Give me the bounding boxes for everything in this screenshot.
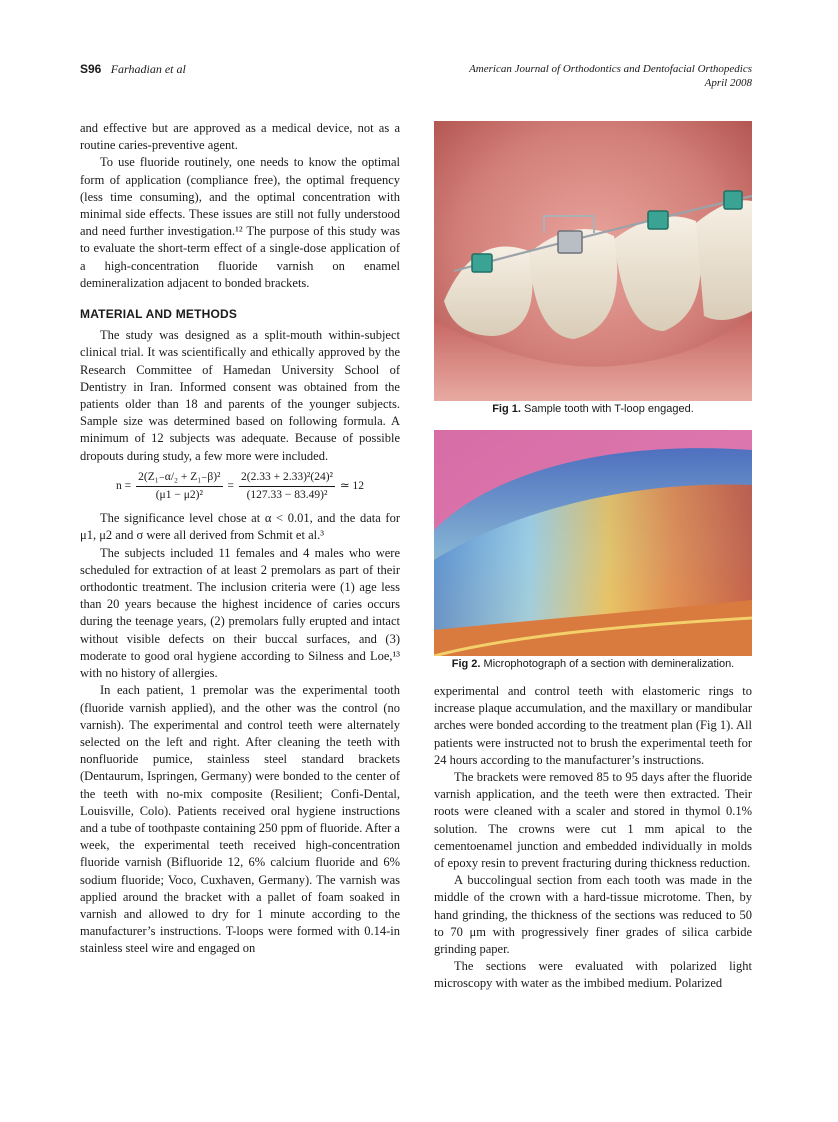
right-column: [434, 683, 752, 993]
figure-label: Fig 2.: [451, 658, 481, 670]
page-number: S96: [80, 62, 102, 76]
formula-numerator: 2(Z₁₋α/₂ + Z₁₋β)²: [136, 469, 222, 487]
figure-2-photo: [434, 430, 752, 656]
paragraph: To use fluoride routinely, one needs to know the optimal form of application (compliance free), the optimal frequency (less time consuming), and the optimal concentration with minimal side effects. These issues are still not fully understood and need further investigation.¹² The purpose of this study was to evaluate the short-term effect of a single-dose application of a high-concentration fluoride varnish on enamel demineralization adjacent to bonded brackets.: [80, 155, 400, 290]
running-header-right: [469, 62, 752, 90]
demineralization-micrograph: [434, 430, 752, 656]
figure-1-caption: [434, 403, 752, 415]
formula-fraction-values: [239, 469, 335, 504]
formula-lhs: n =: [116, 479, 132, 492]
paragraph: The significance level chose at α < 0.01, and the data for μ1, μ2 and σ were all derived from Schmit et al.³: [80, 511, 400, 543]
paragraph: and effective but are approved as a medical device, not as a routine caries-preventive agent.: [80, 121, 400, 153]
tooth-bracket-photo: [434, 121, 752, 401]
formula-equals: =: [227, 479, 235, 492]
figure-2-caption: [434, 658, 752, 670]
running-author: Farhadian et al: [110, 62, 186, 76]
left-column: [80, 120, 400, 958]
formula-fraction-general: [136, 469, 222, 504]
figure-1-photo: [434, 121, 752, 401]
paragraph: The subjects included 11 females and 4 males who were scheduled for extraction of at least 2 premolars as part of their orthodontic treatment. The inclusion criteria were (1) age less than 20 years because the highest incidence of caries occurs during the teenage years, (2) premolars fully erupted and intact without visible defects on their buccal surfaces, and (3) moderate to good oral hygiene according to Silness and Loe,¹³ with no history of allergies.: [80, 545, 400, 681]
paragraph: A buccolingual section from each tooth was made in the middle of the crown with a hard-tissue microtome. Then, by hand grinding, the thickness of the sections was reduced to 50 to 70 μm with progressively finer grades of silica carbide grinding paper.: [434, 873, 752, 957]
caption-text: Sample tooth with T-loop engaged.: [523, 403, 694, 415]
figure-label: Fig 1.: [492, 403, 521, 415]
paragraph: experimental and control teeth with elastomeric rings to increase plaque accumulation, and the maxillary or mandibular arches were bonded according to the treatment plan (Fig 1). All patients were instructed not to brush the experimental teeth for 24 hours according to the manufacturer’s instructions.: [434, 684, 752, 767]
formula-denominator: (μ1 − μ2)²: [155, 489, 203, 502]
journal-title: American Journal of Orthodontics and Dentofacial Orthopedics: [469, 63, 752, 75]
section-heading: MATERIAL AND METHODS: [80, 307, 238, 322]
paragraph: The study was designed as a split-mouth within-subject clinical trial. It was scientifically and ethically approved by the Research Committee of Hamedan University School of Dentistry in Iran. Informed consent was obtained from the patients older than 18 and parents of the younger subjects. Sample size was determined based on following formula. A minimum of 12 subjects was adequate. Because of possible dropouts during study, a few more were included.: [80, 328, 400, 463]
formula-result: ≃ 12: [339, 479, 364, 492]
paragraph: The brackets were removed 85 to 95 days after the fluoride varnish application, and the teeth were then extracted. Their roots were cleaned with a scaler and stored in thymol 0.1% solution. The crowns were cut 1 mm apical to the cementoenamel junction and embedded individually in molds of epoxy resin to prevent fracturing during thickness reduction.: [434, 770, 752, 871]
sample-size-formula: [80, 469, 400, 504]
issue-date: April 2008: [704, 77, 752, 89]
caption-text: Microphotograph of a section with demineralization.: [483, 658, 735, 670]
formula-numerator: 2(2.33 + 2.33)²(24)²: [239, 469, 335, 487]
formula-denominator: (127.33 − 83.49)²: [246, 489, 328, 502]
paragraph: In each patient, 1 premolar was the experimental tooth (fluoride varnish applied), and the other was the control (no varnish). The experimental and control teeth were alternately selected on the left and right. After cleaning the teeth with nonfluoride pumice, stainless steel standard brackets (Dentaurum, Ispringen, Germany) were bonded to the center of the teeth with no-mix composite (Resilient; Confi-Dental, Louisville, Colo). Patients received oral hygiene instructions and a tube of toothpaste containing 250 ppm of fluoride. After a week, the experimental teeth received high-concentration fluoride varnish (Bifluoride 12, 6% calcium fluoride and 6% sodium fluoride; Voco, Cuxhaven, Germany). The varnish was applied around the bracket with a pallet of foam soaked in varnish and allowed to dry for 1 minute according to the manufacturer’s instructions. T-loops were formed with 0.14-in stainless steel wire and engaged on: [80, 683, 400, 956]
running-header-left: [80, 62, 186, 77]
paragraph: The sections were evaluated with polarized light microscopy with water as the imbibed medium. Polarized: [434, 959, 752, 991]
